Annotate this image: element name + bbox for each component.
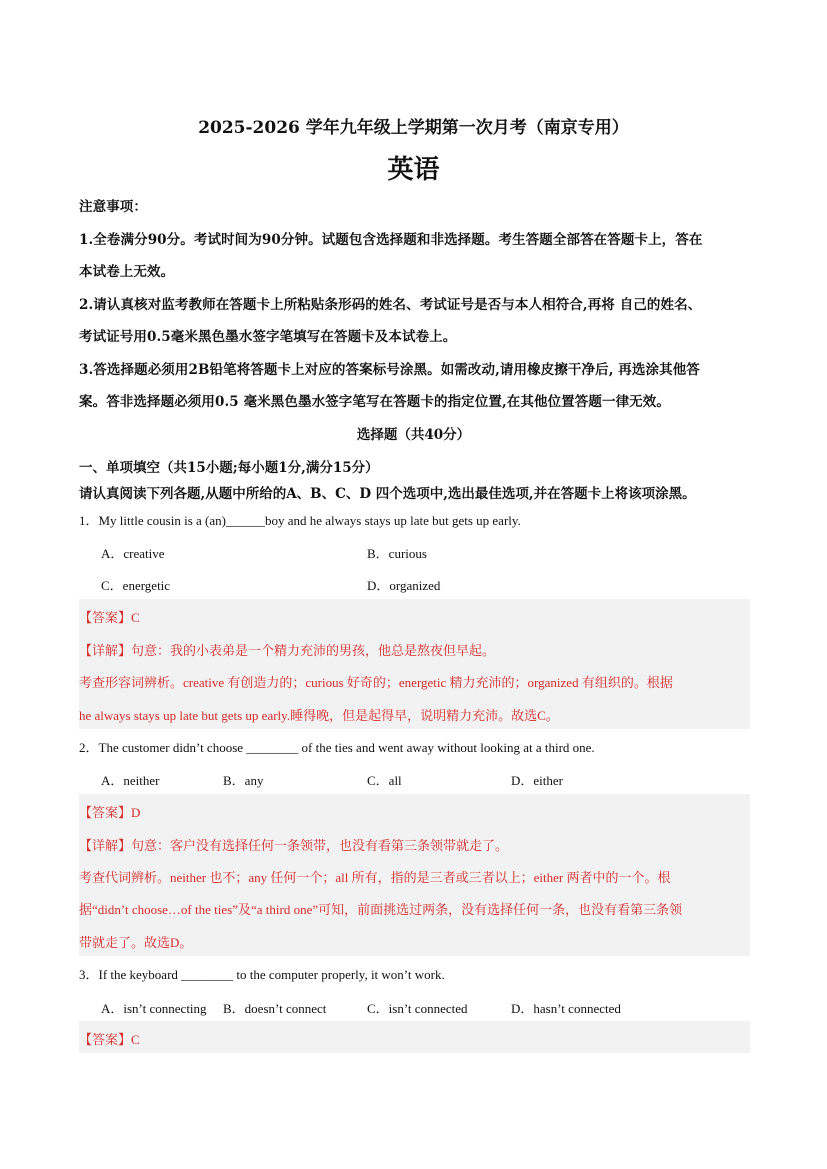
question-2-detail-first <box>79 835 749 854</box>
subject-title: 英语 <box>387 155 440 185</box>
exam-title: 2025-2026 学年九年级上学期第一次月考（南京专用） <box>198 118 629 138</box>
question-3-answer: 【答案】C <box>79 1032 140 1047</box>
notice-heading: 注意事项： <box>79 199 147 215</box>
question-1-stem: 1．My little cousin is a (an)______boy and he always stays up late but gets up early. <box>79 513 521 528</box>
question-2-option-c[interactable]: C．all <box>367 773 402 788</box>
notice-line-1: 1.全卷满分90分。考试时间为90分钟。试题包含选择题和非选择题。考生答题全部答在答题卡上，答在 <box>79 232 703 248</box>
question-1-option-a[interactable]: A．creative <box>101 546 165 561</box>
question-1-option-c[interactable]: C．energetic <box>101 578 171 593</box>
question-2-option-a[interactable]: A．neither <box>101 773 160 788</box>
question-1-detail-line-1: 考查形容词辨析。creative 有创造力的；curious 好奇的；energetic 精力充沛的；organized 有组织的。根据 <box>79 675 673 690</box>
question-1-detail-label: 【详解】 <box>79 643 132 658</box>
part-instruction: 请认真阅读下列各题,从题中所给的A、B、C、D 四个选项中,选出最佳选项,并在答题卡上将该项涂黑。 <box>79 486 696 502</box>
question-2-detail-line-2: 据“didn’t choose…of the ties”及“a third one”可知，前面挑选过两条，没有选择任何一条，也没有看第三条领 <box>79 902 683 917</box>
question-2-detail-sentence: 句意：客户没有选择任何一条领带，也没有看第三条领带就走了。 <box>131 838 509 853</box>
part-title: 一、单项填空（共15小题;每小题1分,满分15分） <box>79 460 379 476</box>
question-1-detail-first <box>79 640 749 659</box>
question-1-option-b[interactable]: B．curious <box>367 546 427 561</box>
question-3-option-b[interactable]: B．doesn’t connect <box>223 1001 327 1016</box>
question-1-answer: 【答案】C <box>79 610 140 625</box>
notice-line-2: 本试卷上无效。 <box>79 264 175 280</box>
question-2-option-b[interactable]: B．any <box>223 773 264 788</box>
question-1-detail-sentence: 句意：我的小表弟是一个精力充沛的男孩，他总是熬夜但早起。 <box>131 643 496 658</box>
notice-line-6: 案。答非选择题必须用0.5 毫米黑色墨水签字笔写在答题卡的指定位置,在其他位置答题一律无效。 <box>79 394 670 410</box>
question-3-option-a[interactable]: A．isn’t connecting <box>101 1001 207 1016</box>
question-3-stem: 3．If the keyboard ________ to the computer properly, it won’t work. <box>79 967 445 982</box>
question-2-detail-label: 【详解】 <box>79 838 132 853</box>
question-3-option-d[interactable]: D．hasn’t connected <box>511 1001 621 1016</box>
question-2-detail-line-3: 带就走了。故选D。 <box>79 935 193 950</box>
notice-line-3: 2.请认真核对监考教师在答题卡上所粘贴条形码的姓名、考试证号是否与本人相符合,再将 自己的姓名、 <box>79 297 702 313</box>
question-3-option-c[interactable]: C．isn’t connected <box>367 1001 468 1016</box>
question-2-option-d[interactable]: D．either <box>511 773 563 788</box>
notice-line-5: 3.答选择题必须用2B铅笔将答题卡上对应的答案标号涂黑。如需改动,请用橡皮擦干净后, 再选涂其他答 <box>79 362 700 378</box>
question-2-detail-line-1: 考查代词辨析。neither 也不；any 任何一个；all 所有，指的是三者或三者以上；either 两者中的一个。根 <box>79 870 671 885</box>
notice-line-4: 考试证号用0.5毫米黑色墨水签字笔填写在答题卡及本试卷上。 <box>79 329 457 345</box>
section-heading: 选择题（共40分） <box>356 427 471 443</box>
question-1-option-d[interactable]: D．organized <box>367 578 441 593</box>
question-2-answer: 【答案】D <box>79 805 141 820</box>
question-1-detail-line-2: he always stays up late but gets up early.睡得晚，但是起得早，说明精力充沛。故选C。 <box>79 708 559 723</box>
question-2-stem: 2．The customer didn’t choose ________ of the ties and went away without looking at a third one. <box>79 740 595 755</box>
